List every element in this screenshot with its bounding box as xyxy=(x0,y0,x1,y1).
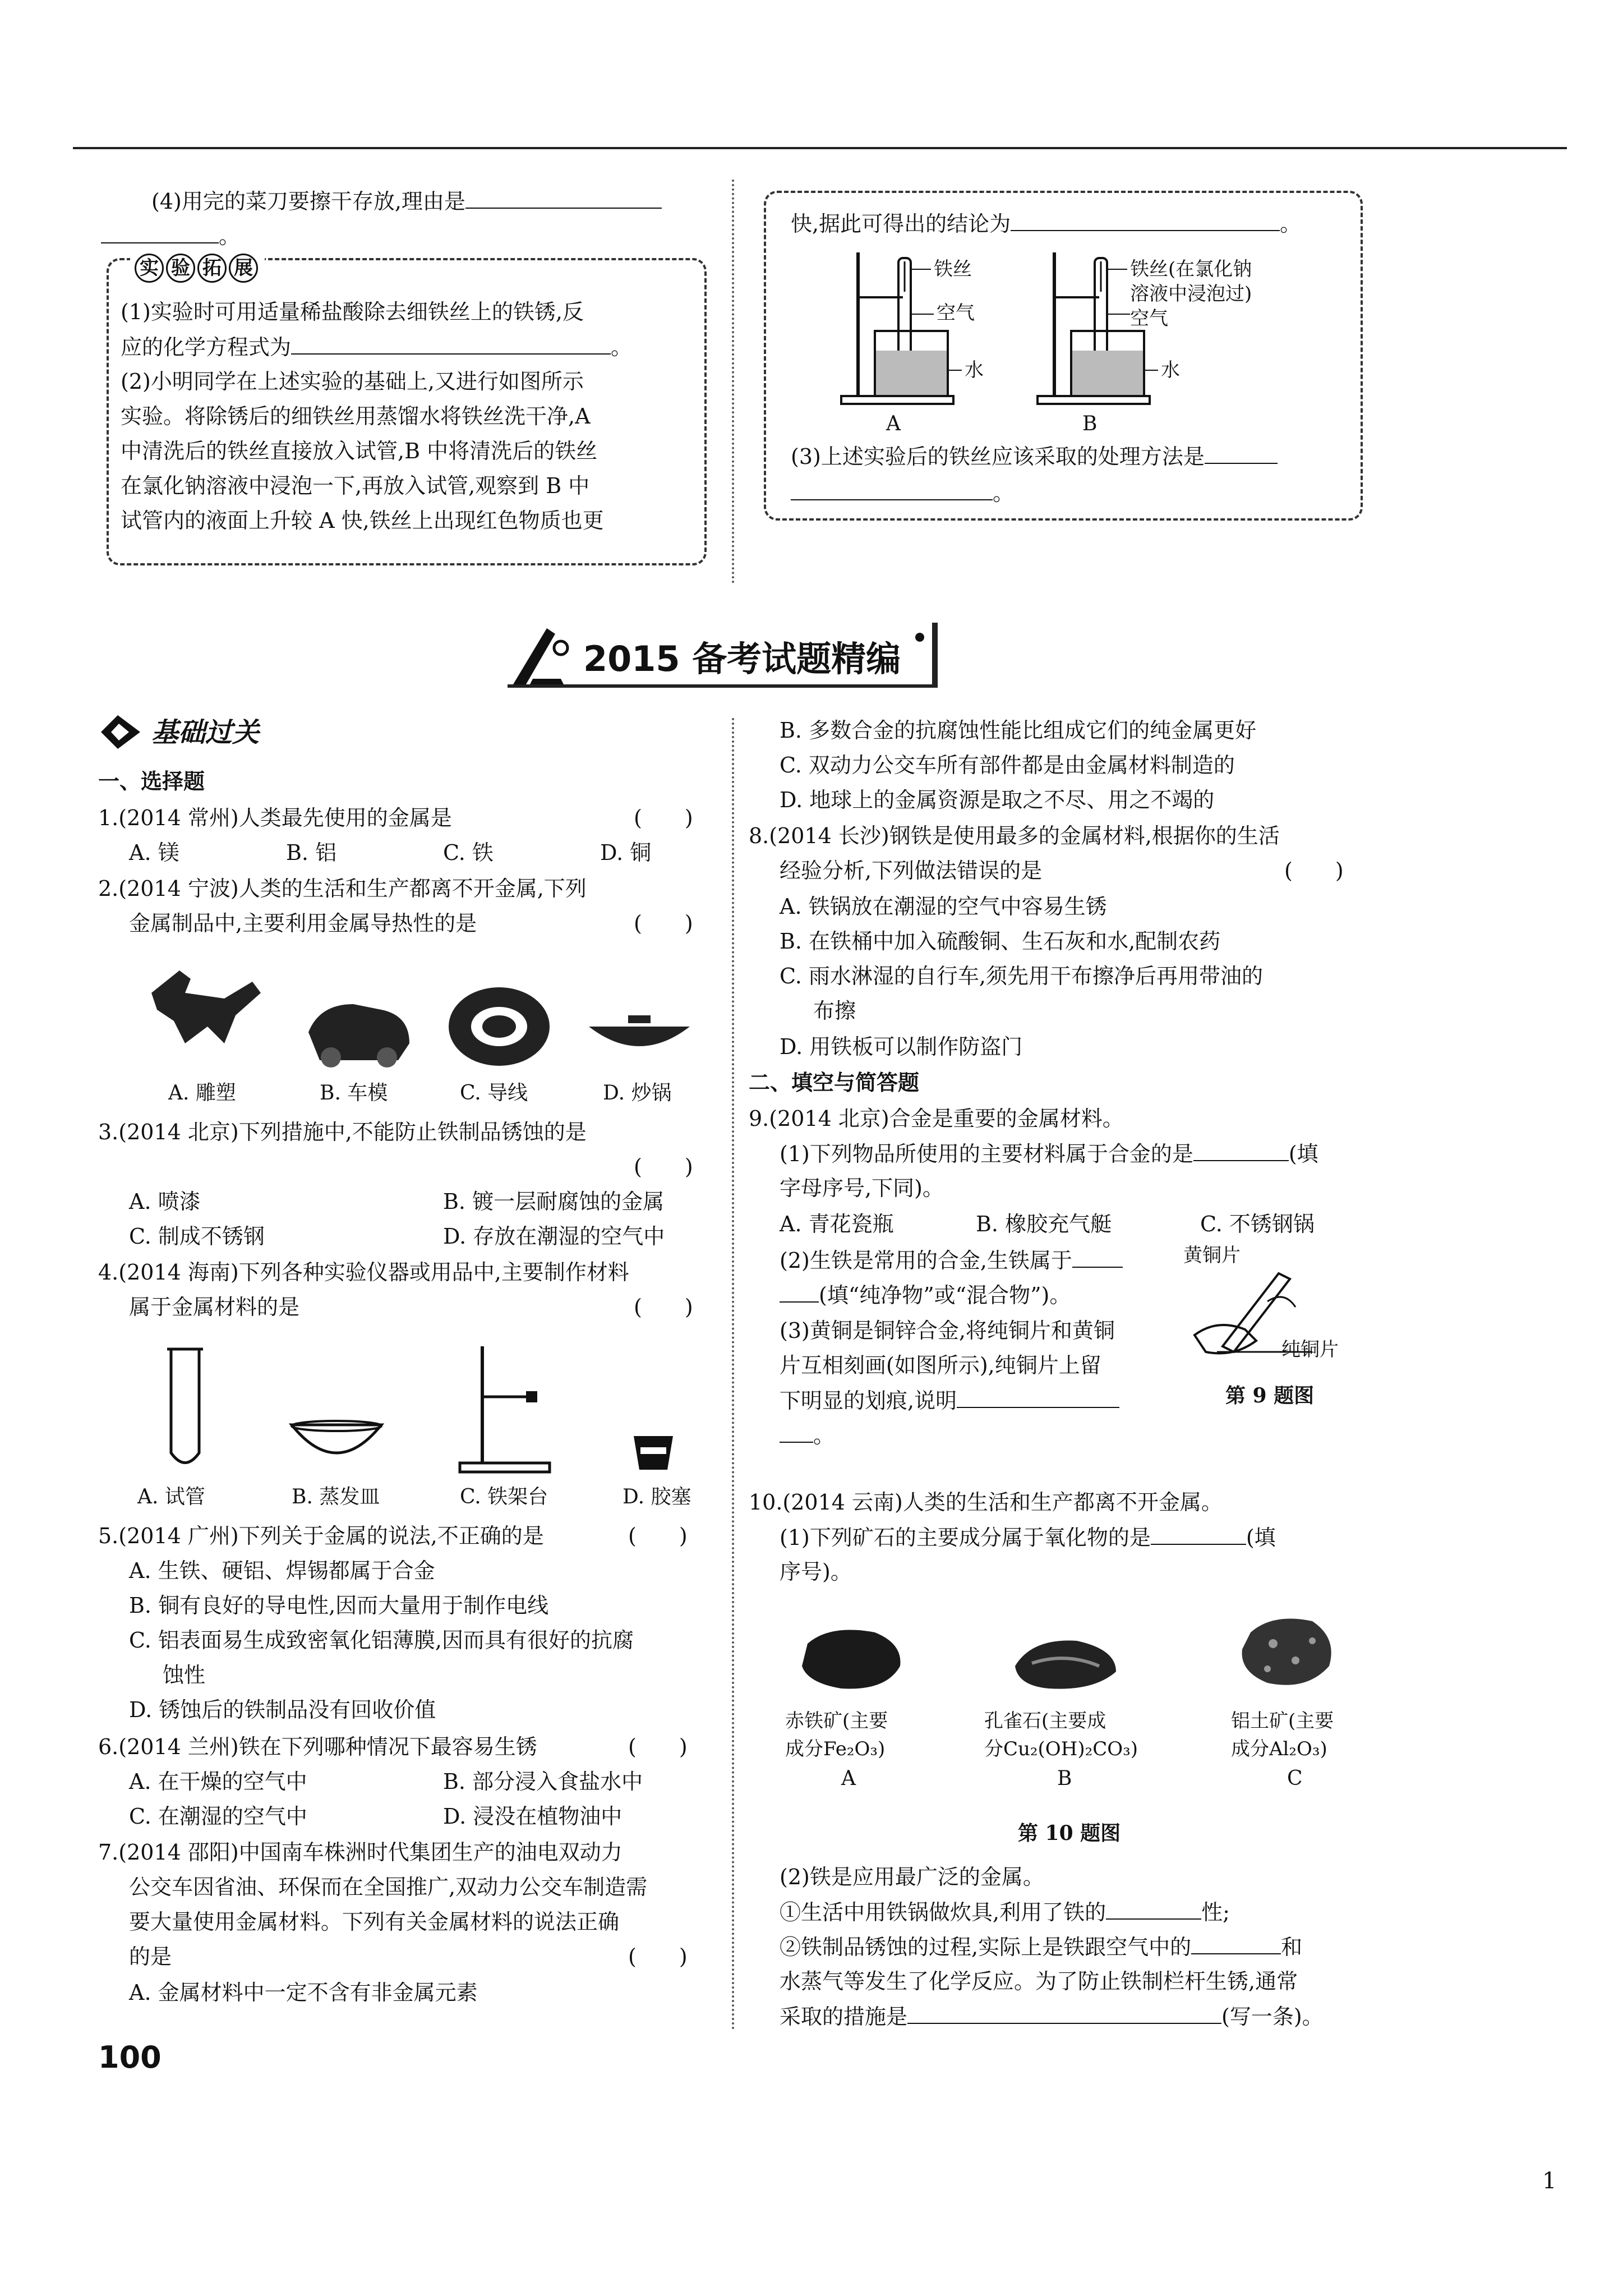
mineral-c-line1: 铝土矿(主要 xyxy=(1231,1710,1334,1732)
top-rule xyxy=(73,147,1567,149)
answer-blank[interactable] xyxy=(1191,1931,1281,1954)
answer-blank[interactable] xyxy=(1151,1521,1246,1545)
q5-option-b[interactable]: B. 铜有良好的导电性,因而大量用于制作电线 xyxy=(129,1593,549,1618)
q7-line2: 公交车因省油、环保而在全国推广,双动力公交车制造需 xyxy=(129,1875,648,1899)
q1-option-a[interactable]: A. 镁 xyxy=(129,840,179,865)
answer-blank[interactable] xyxy=(907,2000,1221,2024)
fig-a-label-air: 空气 xyxy=(937,302,975,324)
ext-q2-line1: (2)小明同学在上述实验的基础上,又进行如图所示 xyxy=(121,369,584,394)
answer-blank[interactable] xyxy=(780,1419,813,1443)
hematite-image xyxy=(796,1621,909,1694)
q9-option-b[interactable]: B. 橡胶充气艇 xyxy=(976,1212,1112,1236)
q9-p2-line2: (填“纯净物”或“混合物”)。 xyxy=(780,1279,1071,1311)
q3-option-b[interactable]: B. 镀一层耐腐蚀的金属 xyxy=(443,1189,665,1214)
q3-option-d[interactable]: D. 存放在潮湿的空气中 xyxy=(443,1224,665,1249)
q9-p3-line3: 下明显的划痕,说明 xyxy=(780,1384,1119,1416)
q4b-caption-b[interactable]: B. 蒸发皿 xyxy=(292,1485,380,1508)
q10-p2-1: ①生活中用铁锅做炊具,利用了铁的 性; xyxy=(780,1896,1230,1928)
q10-p1-line1: (1)下列矿石的主要成分属于氧化物的是 (填 xyxy=(780,1521,1276,1553)
q9-fig-label-copper: 纯铜片 xyxy=(1281,1338,1339,1361)
ext-q2-line2: 实验。将除锈后的细铁丝用蒸馏水将铁丝洗干净,A xyxy=(121,404,591,429)
q4b-line1: 4.(2014 海南)下列各种实验仪器或用品中,主要制作材料 xyxy=(98,1260,629,1285)
q2-bracket[interactable]: ( ) xyxy=(634,911,693,936)
q9-option-a[interactable]: A. 青花瓷瓶 xyxy=(780,1212,894,1236)
answer-blank[interactable] xyxy=(1011,208,1280,231)
ext-q2-line4: 在氯化钠溶液中浸泡一下,再放入试管,观察到 B 中 xyxy=(121,473,590,498)
ext-q1-line2: 应的化学方程式为 。 xyxy=(121,331,632,363)
wok-image xyxy=(583,1004,695,1066)
fig-a-label-water: 水 xyxy=(965,359,984,381)
q7-line1: 7.(2014 邵阳)中国南车株洲时代集团生产的油电双动力 xyxy=(98,1840,623,1865)
q7-option-b[interactable]: B. 多数合金的抗腐蚀性能比组成它们的纯金属更好 xyxy=(780,718,1257,743)
banner-right-bar xyxy=(932,623,938,688)
page-number: 100 xyxy=(98,2040,162,2075)
q4b-caption-d[interactable]: D. 胶塞 xyxy=(623,1485,691,1508)
q5-option-a[interactable]: A. 生铁、硬铝、焊锡都属于合金 xyxy=(129,1558,435,1583)
car-model-image xyxy=(303,987,415,1071)
q10-p2-2: ②铁制品锈蚀的过程,实际上是铁跟空气中的 和 xyxy=(780,1931,1302,1963)
q2-caption-a[interactable]: A. 雕塑 xyxy=(168,1082,236,1105)
q5-option-c[interactable]: C. 铝表面易生成致密氧化铝薄膜,因而具有很好的抗腐 xyxy=(129,1628,634,1653)
q10-p2: (2)铁是应用最广泛的金属。 xyxy=(780,1865,1044,1889)
banner-dot xyxy=(915,633,924,642)
fig-b-caption: B xyxy=(1082,412,1098,435)
extension-label: 实 验 拓 展 xyxy=(130,251,265,283)
section-fill: 二、填空与简答题 xyxy=(749,1070,920,1095)
answer-blank[interactable] xyxy=(1193,1138,1289,1161)
banner-pen-icon xyxy=(508,623,592,690)
iron-stand-image xyxy=(449,1341,561,1475)
q1-option-c[interactable]: C. 铁 xyxy=(443,840,494,865)
mineral-b-line1: 孔雀石(主要成 xyxy=(984,1710,1106,1732)
q7-bracket[interactable]: ( ) xyxy=(628,1944,688,1969)
q10-p2-4: 采取的措施是 (写一条)。 xyxy=(780,2000,1324,2032)
ext-q3-line2: 。 xyxy=(791,477,1014,509)
q4-cont: 。 xyxy=(101,220,240,252)
bauxite-image xyxy=(1234,1610,1340,1694)
ext-q2-line5: 试管内的液面上升较 A 快,铁丝上出现红色物质也更 xyxy=(121,508,604,533)
basic-title: 基础过关 xyxy=(151,717,260,748)
q8-option-b[interactable]: B. 在铁桶中加入硫酸铜、生石灰和水,配制农药 xyxy=(780,929,1221,954)
q6-option-d[interactable]: D. 浸没在植物油中 xyxy=(443,1804,623,1829)
q1-stem: 1.(2014 常州)人类最先使用的金属是 xyxy=(98,806,452,830)
q8-line1: 8.(2014 长沙)钢铁是使用最多的金属材料,根据你的生活 xyxy=(749,823,1280,848)
q5-option-c-cont: 蚀性 xyxy=(163,1663,206,1687)
q3-bracket[interactable]: ( ) xyxy=(634,1154,693,1179)
q2-line1: 2.(2014 宁波)人类的生活和生产都离不开金属,下列 xyxy=(98,876,587,901)
q10-head: 10.(2014 云南)人类的生活和生产都离不开金属。 xyxy=(749,1490,1223,1515)
mineral-b-line2: 分Cu₂(OH)₂CO₃) xyxy=(984,1738,1138,1760)
column-divider-bottom xyxy=(732,718,734,2031)
answer-blank[interactable] xyxy=(1072,1244,1123,1268)
q5-bracket[interactable]: ( ) xyxy=(628,1524,688,1548)
q6-option-a[interactable]: A. 在干燥的空气中 xyxy=(129,1769,307,1794)
q9-p3-line1: (3)黄铜是铜锌合金,将纯铜片和黄铜 xyxy=(780,1318,1115,1343)
mineral-b-letter[interactable]: B xyxy=(1057,1767,1072,1790)
q4b-bracket[interactable]: ( ) xyxy=(634,1295,693,1319)
answer-blank[interactable] xyxy=(1106,1896,1201,1920)
q8-bracket[interactable]: ( ) xyxy=(1284,858,1344,883)
q4-text: (4)用完的菜刀要擦干存放,理由是 xyxy=(151,189,465,214)
banner-title: 2015 备考试题精编 xyxy=(583,638,901,679)
q4b-caption-a[interactable]: A. 试管 xyxy=(137,1485,205,1508)
q6-stem: 6.(2014 兰州)铁在下列哪种情况下最容易生锈 xyxy=(98,1734,537,1759)
q1-option-b[interactable]: B. 铝 xyxy=(286,840,337,865)
q8-option-c-cont: 布擦 xyxy=(813,999,856,1023)
q3-stem: 3.(2014 北京)下列措施中,不能防止铁制品锈蚀的是 xyxy=(98,1120,587,1144)
mineral-c-letter[interactable]: C xyxy=(1287,1767,1303,1790)
answer-blank[interactable] xyxy=(291,331,611,355)
q8-line2: 经验分析,下列做法错误的是 xyxy=(780,858,1043,883)
q9-fig-label-brass: 黄铜片 xyxy=(1183,1244,1241,1267)
answer-blank[interactable] xyxy=(780,1279,819,1303)
q5-stem: 5.(2014 广州)下列关于金属的说法,不正确的是 xyxy=(98,1524,544,1548)
wire-coil-image xyxy=(443,982,555,1071)
fig-b-label-wire: 铁丝(在氯化钠 xyxy=(1130,258,1252,280)
apparatus-a-figure xyxy=(836,241,1021,415)
q5-option-d[interactable]: D. 锈蚀后的铁制品没有回收价值 xyxy=(129,1697,436,1722)
q9-option-c[interactable]: C. 不锈钢锅 xyxy=(1200,1212,1315,1236)
banner-underline xyxy=(508,684,934,688)
q9-p2-line1: (2)生铁是常用的合金,生铁属于 xyxy=(780,1244,1123,1276)
q4-line xyxy=(151,185,662,217)
q6-bracket[interactable]: ( ) xyxy=(628,1734,688,1759)
ext-q1-line1: (1)实验时可用适量稀盐酸除去细铁丝上的铁锈,反 xyxy=(121,300,584,324)
ext-cont-line: 快,据此可得出的结论为 。 xyxy=(791,208,1301,240)
q8-option-c[interactable]: C. 雨水淋湿的自行车,须先用干布擦净后再用带油的 xyxy=(780,964,1263,988)
diamond-icon xyxy=(95,712,146,752)
q6-option-b[interactable]: B. 部分浸入食盐水中 xyxy=(443,1769,643,1794)
q2-caption-d[interactable]: D. 炒锅 xyxy=(603,1082,672,1105)
q7-line3: 要大量使用金属材料。下列有关金属材料的说法正确 xyxy=(129,1910,620,1934)
q2-caption-c[interactable]: C. 导线 xyxy=(460,1082,528,1105)
q7-option-a[interactable]: A. 金属材料中一定不含有非金属元素 xyxy=(129,1980,478,2005)
q7-line4: 的是 xyxy=(129,1944,172,1969)
fig-b-label-wire2: 溶液中浸泡过) xyxy=(1130,283,1252,305)
mineral-a-line1: 赤铁矿(主要 xyxy=(785,1710,888,1732)
answer-blank[interactable] xyxy=(465,185,662,209)
q9-p3-line2: 片互相刻画(如图所示),纯铜片上留 xyxy=(780,1353,1101,1378)
q7-option-d[interactable]: D. 地球上的金属资源是取之不尽、用之不竭的 xyxy=(780,788,1215,812)
q6-option-c[interactable]: C. 在潮湿的空气中 xyxy=(129,1804,307,1829)
q10-p2-3: 水蒸气等发生了化学反应。为了防止铁制栏杆生锈,通常 xyxy=(780,1969,1298,1994)
evaporating-dish-image xyxy=(289,1419,384,1470)
fig-a-label-wire: 铁丝 xyxy=(934,258,972,280)
mineral-c-line2: 成分Al₂O₃) xyxy=(1231,1738,1327,1760)
test-tube-image xyxy=(163,1346,208,1475)
q9-p1-line2: 字母序号,下同)。 xyxy=(780,1176,944,1200)
q10-p1-line2: 序号)。 xyxy=(780,1559,852,1584)
column-divider-top xyxy=(732,180,734,583)
q7-option-c[interactable]: C. 双动力公交车所有部件都是由金属材料制造的 xyxy=(780,753,1235,777)
mineral-a-line2: 成分Fe₂O₃) xyxy=(785,1738,886,1760)
fig-b-label-water: 水 xyxy=(1161,359,1180,381)
malachite-image xyxy=(1009,1632,1122,1694)
q9-p3-line4: 。 xyxy=(780,1419,834,1451)
q3-option-c[interactable]: C. 制成不锈钢 xyxy=(129,1224,265,1249)
q3-option-a[interactable]: A. 喷漆 xyxy=(129,1189,201,1214)
q8-option-d[interactable]: D. 用铁板可以制作防盗门 xyxy=(780,1034,1023,1059)
sheet-number: 1 xyxy=(1542,2168,1557,2194)
q10-fig-caption: 第 10 题图 xyxy=(1018,1821,1121,1845)
answer-blank[interactable] xyxy=(101,220,219,243)
answer-blank[interactable] xyxy=(1205,440,1278,464)
horse-sculpture-image xyxy=(140,959,269,1066)
ext-q2-line3: 中清洗后的铁丝直接放入试管,B 中将清洗后的铁丝 xyxy=(121,439,598,463)
rubber-stopper-image xyxy=(628,1433,679,1473)
section-choice: 一、选择题 xyxy=(98,769,205,794)
q9-fig-caption: 第 9 题图 xyxy=(1225,1384,1315,1407)
q1-bracket[interactable]: ( ) xyxy=(634,806,693,830)
q9-p1-line1: (1)下列物品所使用的主要材料属于合金的是 (填 xyxy=(780,1138,1318,1170)
fig-a-caption: A xyxy=(886,412,901,435)
fig-b-label-air: 空气 xyxy=(1130,307,1168,330)
q2-caption-b[interactable]: B. 车模 xyxy=(320,1082,388,1105)
answer-blank[interactable] xyxy=(957,1384,1119,1408)
q2-line2: 金属制品中,主要利用金属导热性的是 xyxy=(129,911,477,936)
mineral-a-letter[interactable]: A xyxy=(841,1767,856,1790)
q1-option-d[interactable]: D. 铜 xyxy=(600,840,652,865)
answer-blank[interactable] xyxy=(791,477,993,500)
ext-q3-line1: (3)上述实验后的铁丝应该采取的处理方法是 xyxy=(791,440,1278,472)
q4b-line2: 属于金属材料的是 xyxy=(129,1295,300,1319)
q4b-caption-c[interactable]: C. 铁架台 xyxy=(460,1485,548,1508)
q9-head: 9.(2014 北京)合金是重要的金属材料。 xyxy=(749,1106,1124,1131)
q8-option-a[interactable]: A. 铁锅放在潮湿的空气中容易生锈 xyxy=(780,894,1107,919)
